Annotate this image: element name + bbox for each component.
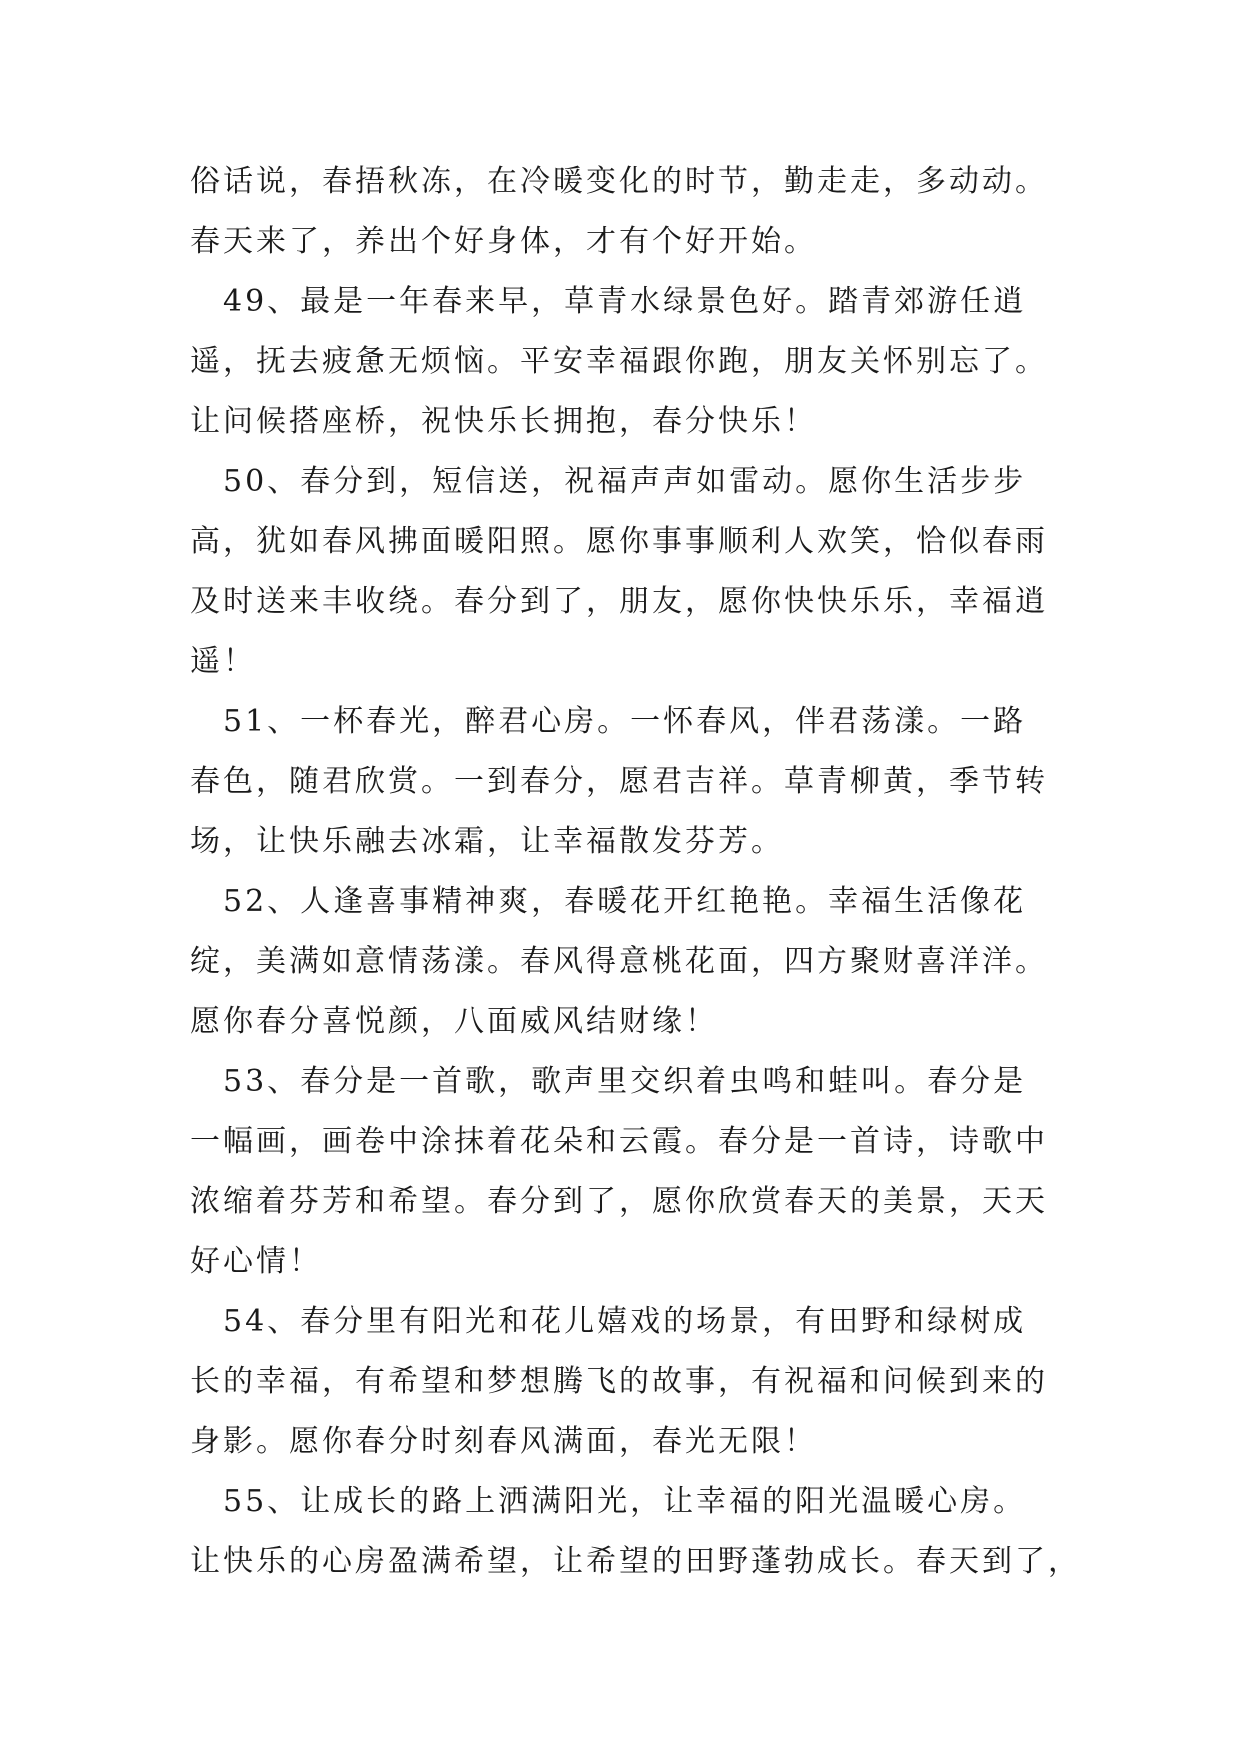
text-line: 52、人逢喜事精神爽，春暖花开红艳艳。幸福生活像花 bbox=[190, 884, 1027, 919]
text-line: 55、让成长的路上洒满阳光，让幸福的阳光温暖心房。 bbox=[190, 1484, 1027, 1519]
text-line: 让问候搭座桥，祝快乐长拥抱，春分快乐！ bbox=[190, 404, 817, 439]
paragraph-54 bbox=[190, 1292, 1070, 1472]
paragraph-continuation bbox=[190, 152, 1070, 272]
document-body bbox=[190, 152, 1081, 1592]
text-line: 场，让快乐融去冰霜，让幸福散发芬芳。 bbox=[190, 824, 784, 859]
text-line: 遥，抚去疲惫无烦恼。平安幸福跟你跑，朋友关怀别忘了。 bbox=[190, 344, 1048, 379]
paragraph-51 bbox=[190, 692, 1070, 872]
text-line: 高，犹如春风拂面暖阳照。愿你事事顺利人欢笑，恰似春雨 bbox=[190, 524, 1048, 559]
text-line: 长的幸福，有希望和梦想腾飞的故事，有祝福和问候到来的 bbox=[190, 1364, 1048, 1399]
text-line: 春色，随君欣赏。一到春分，愿君吉祥。草青柳黄，季节转 bbox=[190, 764, 1048, 799]
text-line: 愿你春分喜悦颜，八面威风结财缘！ bbox=[190, 1004, 718, 1039]
text-line: 54、春分里有阳光和花儿嬉戏的场景，有田野和绿树成 bbox=[190, 1304, 1027, 1339]
text-line: 浓缩着芬芳和希望。春分到了，愿你欣赏春天的美景，天天 bbox=[190, 1184, 1048, 1219]
text-line: 及时送来丰收绕。春分到了，朋友，愿你快快乐乐，幸福逍 bbox=[190, 584, 1048, 619]
text-line: 51、一杯春光，醉君心房。一怀春风，伴君荡漾。一路 bbox=[190, 704, 1027, 739]
text-line: 绽，美满如意情荡漾。春风得意桃花面，四方聚财喜洋洋。 bbox=[190, 944, 1048, 979]
text-line: 49、最是一年春来早，草青水绿景色好。踏青郊游任逍 bbox=[190, 284, 1027, 319]
text-line: 好心情！ bbox=[190, 1244, 322, 1279]
text-line: 身影。愿你春分时刻春风满面，春光无限！ bbox=[190, 1424, 817, 1459]
text-line: 遥！ bbox=[190, 644, 256, 679]
paragraph-52 bbox=[190, 872, 1070, 1052]
text-line: 50、春分到，短信送，祝福声声如雷动。愿你生活步步 bbox=[190, 464, 1027, 499]
paragraph-49 bbox=[190, 272, 1070, 452]
paragraph-55 bbox=[190, 1472, 1081, 1592]
text-line: 53、春分是一首歌，歌声里交织着虫鸣和蛙叫。春分是 bbox=[190, 1064, 1027, 1099]
text-line: 春天来了，养出个好身体，才有个好开始。 bbox=[190, 224, 817, 259]
paragraph-50 bbox=[190, 452, 1070, 692]
text-line: 一幅画，画卷中涂抹着花朵和云霞。春分是一首诗，诗歌中 bbox=[190, 1124, 1048, 1159]
text-line: 俗话说，春捂秋冻，在冷暖变化的时节，勤走走，多动动。 bbox=[190, 164, 1048, 199]
paragraph-53 bbox=[190, 1052, 1070, 1292]
text-line: 让快乐的心房盈满希望，让希望的田野蓬勃成长。春天到了， bbox=[190, 1544, 1081, 1579]
